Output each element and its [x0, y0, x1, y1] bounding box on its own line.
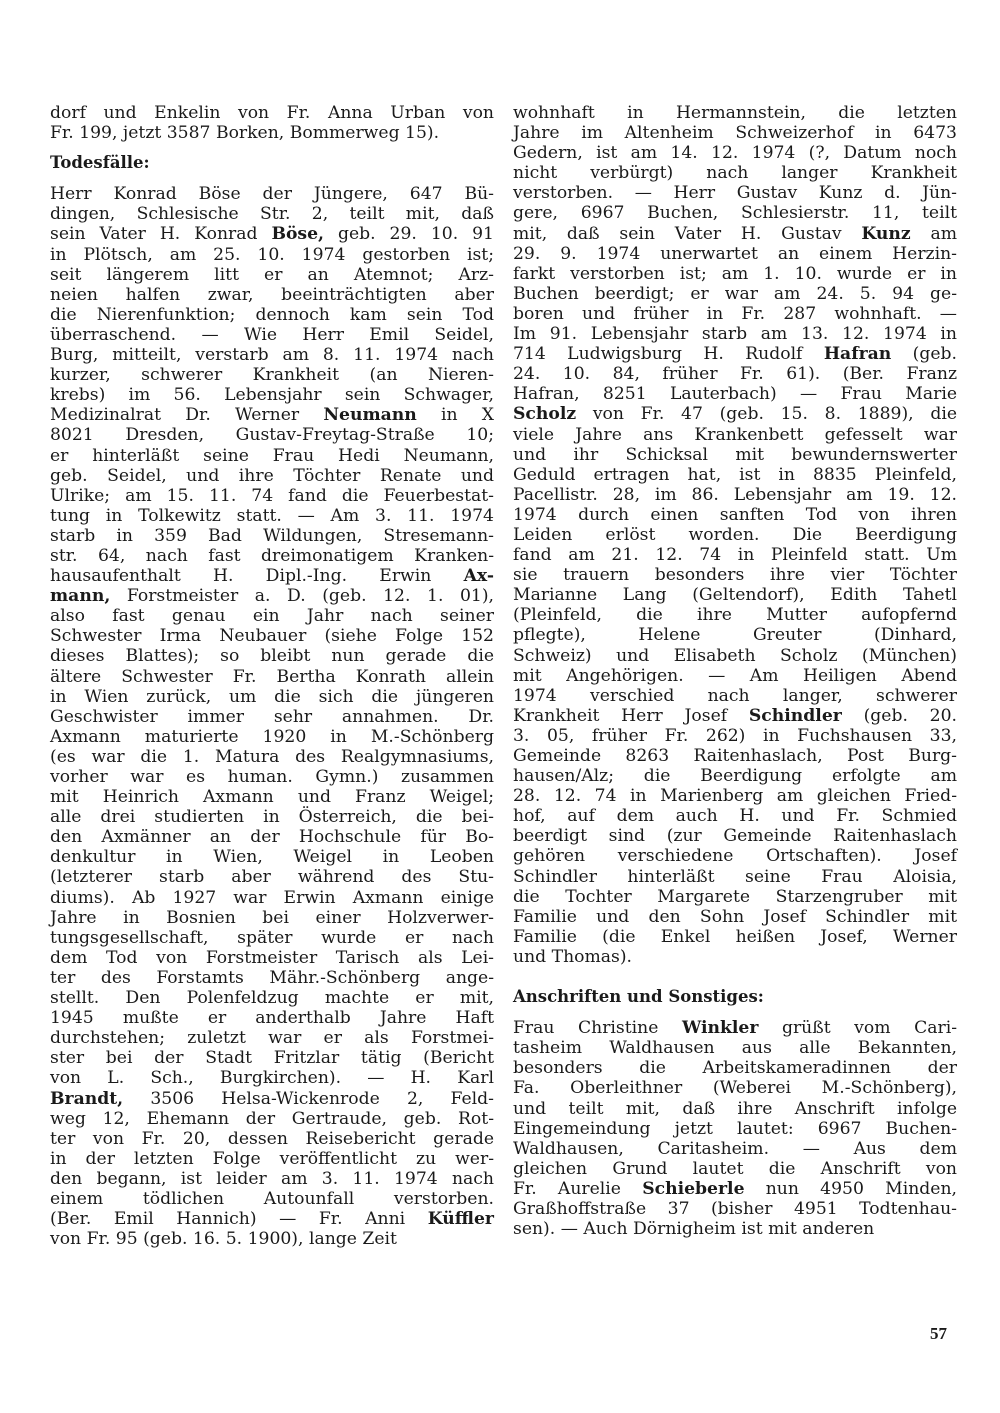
text-line: hausaufenthalt H. Dipl.-Ing. Erwin Ax-	[50, 566, 494, 587]
text-line: die Nierenfunktion; dennoch kam sein Tod	[50, 304, 494, 325]
text-line: Brandt, 3506 Helsa-Wickenrode 2, Feld-	[50, 1088, 494, 1109]
text-line: Jahre im Altenheim Schweizerhof in 6473	[513, 123, 957, 144]
text-line: Fa. Oberleithner (Weberei M.-Schönberg),	[513, 1078, 957, 1099]
text-line: und ihr Schicksal mit bewundernswerter	[513, 444, 957, 465]
text-line: Frau Christine Winkler grüßt vom Cari-	[513, 1018, 957, 1039]
text-line: sie trauern besonders ihre vier Töchter	[513, 565, 957, 586]
text-line: also fast genau ein Jahr nach seiner	[50, 606, 494, 627]
text-line: alle drei studierten in Österreich, die bei-	[50, 807, 494, 828]
text-line: dem Tod von Forstmeister Tarisch als Lei-	[50, 947, 494, 968]
text-line: Medizinalrat Dr. Werner Neumann in X	[50, 405, 494, 426]
text-line: Geschwister immer sehr annahmen. Dr.	[50, 706, 494, 727]
text-line: 8021 Dresden, Gustav-Freytag-Straße 10;	[50, 425, 494, 446]
text-line: 1974 verschied nach langer, schwerer	[513, 685, 957, 706]
text-line: diums). Ab 1927 war Erwin Axmann einige	[50, 887, 494, 908]
text-line: hausen/Alz; die Beerdigung erfolgte am	[513, 766, 957, 787]
text-line: tung in Tolkewitz statt. — Am 3. 11. 1974	[50, 505, 494, 526]
text-line: Familie und den Sohn Josef Schindler mit	[513, 906, 957, 927]
text-line: neien halfen zwar, beeinträchtigten aber	[50, 284, 494, 305]
obituaries-paragraph	[50, 184, 494, 1249]
text-line: dingen, Schlesische Str. 2, teilt mit, daß	[50, 204, 494, 225]
text-line: tungsgesellschaft, später wurde er nach	[50, 927, 494, 948]
text-line: krebs) im 56. Lebensjahr sein Schwager,	[50, 385, 494, 406]
text-line: ter des Forstamts Mähr.-Schönberg ange-	[50, 967, 494, 988]
text-line: besonders die Arbeitskameradinnen der	[513, 1058, 957, 1079]
text-line: gehören verschiedene Ortschaften). Josef	[513, 846, 957, 867]
bold-name: Schindler	[748, 705, 842, 726]
text-line: farkt verstorben ist; am 1. 10. wurde er in	[513, 263, 957, 284]
text-line: Waldhausen, Caritasheim. — Aus dem	[513, 1138, 957, 1159]
text-line: Im 91. Lebensjahr starb am 13. 12. 1974 in	[513, 324, 957, 345]
text-line: 1974 durch einen sanften Tod von ihren	[513, 504, 957, 525]
text-line: Gemeinde 8263 Raitenhaslach, Post Burg-	[513, 746, 957, 766]
text-line: Schindler hinterläßt seine Frau Aloisia,	[513, 866, 957, 887]
text-line: die Tochter Margarete Starzengruber mit	[513, 886, 957, 907]
text-line: gere, 6967 Buchen, Schlesierstr. 11, teilt	[513, 203, 957, 224]
text-line: dorf und Enkelin von Fr. Anna Urban von	[50, 103, 494, 123]
text-line: starb in 359 Bad Wildungen, Stresemann-	[50, 525, 494, 546]
text-line: nicht verbürgt) nach langer Krankheit	[513, 163, 957, 184]
text-line: wohnhaft in Hermannstein, die letzten	[513, 103, 957, 123]
text-line: Herr Konrad Böse der Jüngere, 647 Bü-	[50, 184, 494, 205]
bold-name: Winkler	[681, 1018, 759, 1039]
text-line: 3. 05, früher Fr. 262) in Fuchshausen 33,	[513, 725, 957, 746]
text-line: den Axmänner an der Hochschule für Bo-	[50, 827, 494, 848]
section-heading-anschriften: Anschriften und Sonstiges:	[513, 987, 764, 1007]
text-line: in Plötsch, am 25. 10. 1974 gestorben ist;	[50, 244, 494, 265]
text-line: durchstehen; zuletzt war er als Forstmei-	[50, 1028, 494, 1049]
text-line: Buchen beerdigt; er war am 24. 5. 94 ge-	[513, 283, 957, 304]
bold-name: mann,	[50, 586, 111, 607]
text-line: mit Heinrich Axmann und Franz Weigel;	[50, 787, 494, 808]
text-line: geb. Seidel, und ihre Töchter Renate und	[50, 465, 494, 486]
bold-name: Scholz	[513, 404, 577, 425]
text-line: und teilt mit, daß ihre Anschrift infolge	[513, 1098, 957, 1119]
text-line: 29. 9. 1974 unerwartet an einem Herzin-	[513, 243, 957, 264]
text-line: hof, auf dem auch H. und Fr. Schmied	[513, 806, 957, 827]
left-column	[50, 103, 494, 1249]
text-line: Fr. Aurelie Schieberle nun 4950 Minden,	[513, 1178, 957, 1199]
text-line: Eingemeindung jetzt lautet: 6967 Buchen-	[513, 1118, 957, 1139]
text-line: Ulrike; am 15. 11. 74 fand die Feuerbestat-	[50, 485, 494, 506]
bold-name: Brandt,	[50, 1088, 124, 1109]
text-line: mit, daß sein Vater H. Gustav Kunz am	[513, 223, 957, 244]
text-line: boren und früher in Fr. 287 wohnhaft. —	[513, 303, 957, 324]
text-line: verstorben. — Herr Gustav Kunz d. Jün-	[513, 183, 957, 204]
addresses-paragraph	[513, 1018, 957, 1239]
text-line: Schweiz) und Elisabeth Scholz (München)	[513, 645, 957, 666]
bold-name: Schieberle	[642, 1178, 745, 1199]
continuation-paragraph	[50, 103, 494, 143]
text-line: einem tödlichen Autounfall verstorben.	[50, 1188, 494, 1209]
text-line: in der letzten Folge veröffentlicht zu wer-	[50, 1148, 494, 1169]
bold-name: Küffler	[427, 1209, 494, 1230]
bold-name: Kunz	[861, 223, 911, 244]
text-line: überraschend. — Wie Herr Emil Seidel,	[50, 324, 494, 345]
text-line: Geduld ertragen hat, ist in 8835 Pleinfeld,	[513, 464, 957, 485]
bold-name: Neumann	[323, 405, 417, 426]
text-line: stellt. Den Polenfeldzug machte er mit,	[50, 988, 494, 1009]
text-line: kurzer, schwerer Krankheit (an Nieren-	[50, 365, 494, 386]
section-heading-todesfaelle: Todesfälle:	[50, 153, 150, 173]
text-line: dieses Blattes); so bleibt nun gerade die	[50, 646, 494, 667]
text-line: Axmann maturierte 1920 in M.-Schönberg	[50, 726, 494, 747]
text-line: den begann, ist leider am 3. 11. 1974 nach	[50, 1168, 494, 1189]
text-line: Leiden erlöst worden. Die Beerdigung	[513, 524, 957, 545]
text-line: ster bei der Stadt Fritzlar tätig (Bericht	[50, 1048, 494, 1069]
text-line: Familie (die Enkel heißen Josef, Werner	[513, 926, 957, 947]
text-line: denkultur in Wien, Weigel in Leoben	[50, 847, 494, 868]
text-line: von L. Sch., Burgkirchen). — H. Karl	[50, 1068, 494, 1089]
text-line: Hafran, 8251 Lauterbach) — Frau Marie	[513, 384, 957, 405]
text-line: viele Jahre ans Krankenbett gefesselt war	[513, 424, 957, 445]
text-line: (letzterer starb aber während des Stu-	[50, 867, 494, 888]
text-line: fand am 21. 12. 74 in Pleinfeld statt. Um	[513, 545, 957, 566]
text-line: und Thomas).	[513, 946, 633, 967]
text-line: Marianne Lang (Geltendorf), Edith Tahetl	[513, 585, 957, 606]
text-line: er hinterläßt seine Frau Hedi Neumann,	[50, 445, 494, 466]
text-line: mann, Forstmeister a. D. (geb. 12. 1. 01),	[50, 586, 494, 607]
text-line: ter von Fr. 20, dessen Reisebericht gerade	[50, 1128, 494, 1149]
text-line: gleichen Grund lautet die Anschrift von	[513, 1158, 957, 1179]
text-line: 28. 12. 74 in Marienberg am gleichen Fried-	[513, 786, 957, 807]
text-line: Scholz von Fr. 47 (geb. 15. 8. 1889), die	[513, 404, 957, 425]
bold-name: Hafran	[823, 344, 892, 365]
text-line: str. 64, nach fast dreimonatigem Kranken-	[50, 545, 494, 566]
text-line: ältere Schwester Fr. Bertha Konrath allein	[50, 666, 494, 687]
text-line: vorher war es human. Gymn.) zusammen	[50, 767, 494, 787]
text-line: Schwester Irma Neubauer (siehe Folge 152	[50, 626, 494, 647]
text-line: 1945 mußte er anderthalb Jahre Haft	[50, 1008, 494, 1029]
text-line: beerdigt sind (zur Gemeinde Raitenhaslach	[513, 826, 957, 847]
text-line: 24. 10. 84, früher Fr. 61). (Ber. Franz	[513, 364, 957, 385]
text-line: von Fr. 95 (geb. 16. 5. 1900), lange Zeit	[50, 1229, 397, 1250]
text-line: Pacellistr. 28, im 86. Lebensjahr am 19. 12.	[513, 484, 957, 505]
text-line: (Ber. Emil Hannich) — Fr. Anni Küffler	[50, 1209, 494, 1230]
page-number: 57	[930, 1324, 947, 1343]
text-line: Gedern, ist am 14. 12. 1974 (?, Datum noch	[513, 143, 957, 164]
text-line: seit längerem litt er an Atemnot; Arz-	[50, 264, 494, 285]
right-column	[513, 103, 957, 1239]
text-line: 714 Ludwigsburg H. Rudolf Hafran (geb.	[513, 344, 958, 365]
bold-name: Böse,	[271, 224, 325, 245]
text-line: sein Vater H. Konrad Böse, geb. 29. 10. 91	[50, 224, 494, 245]
text-line: (Pleinfeld, die ihre Mutter aufopfernd	[513, 605, 957, 626]
text-line: (es war die 1. Matura des Realgymnasiums,	[50, 746, 494, 767]
text-line: Krankheit Herr Josef Schindler (geb. 20.	[513, 705, 957, 726]
text-line: Fr. 199, jetzt 3587 Borken, Bommerweg 15).	[50, 123, 440, 144]
text-line: tasheim Waldhausen aus alle Bekannten,	[513, 1038, 957, 1059]
text-line: pflegte), Helene Greuter (Dinhard,	[513, 625, 957, 646]
text-line: Jahre in Bosnien bei einer Holzverwer-	[50, 907, 494, 928]
obituaries-continued-paragraph	[513, 103, 957, 967]
text-line: mit Angehörigen. — Am Heiligen Abend	[513, 665, 957, 686]
text-line: Burg, mitteilt, verstarb am 8. 11. 1974 nach	[50, 345, 494, 366]
text-line: sen). — Auch Dörnigheim ist mit anderen	[513, 1219, 875, 1240]
text-line: weg 12, Ehemann der Gertraude, geb. Rot-	[50, 1108, 494, 1129]
bold-name: Ax-	[463, 566, 494, 587]
text-line: Graßhoffstraße 37 (bisher 4951 Todtenhau-	[513, 1198, 957, 1219]
text-line: in Wien zurück, um die sich die jüngeren	[50, 686, 494, 707]
